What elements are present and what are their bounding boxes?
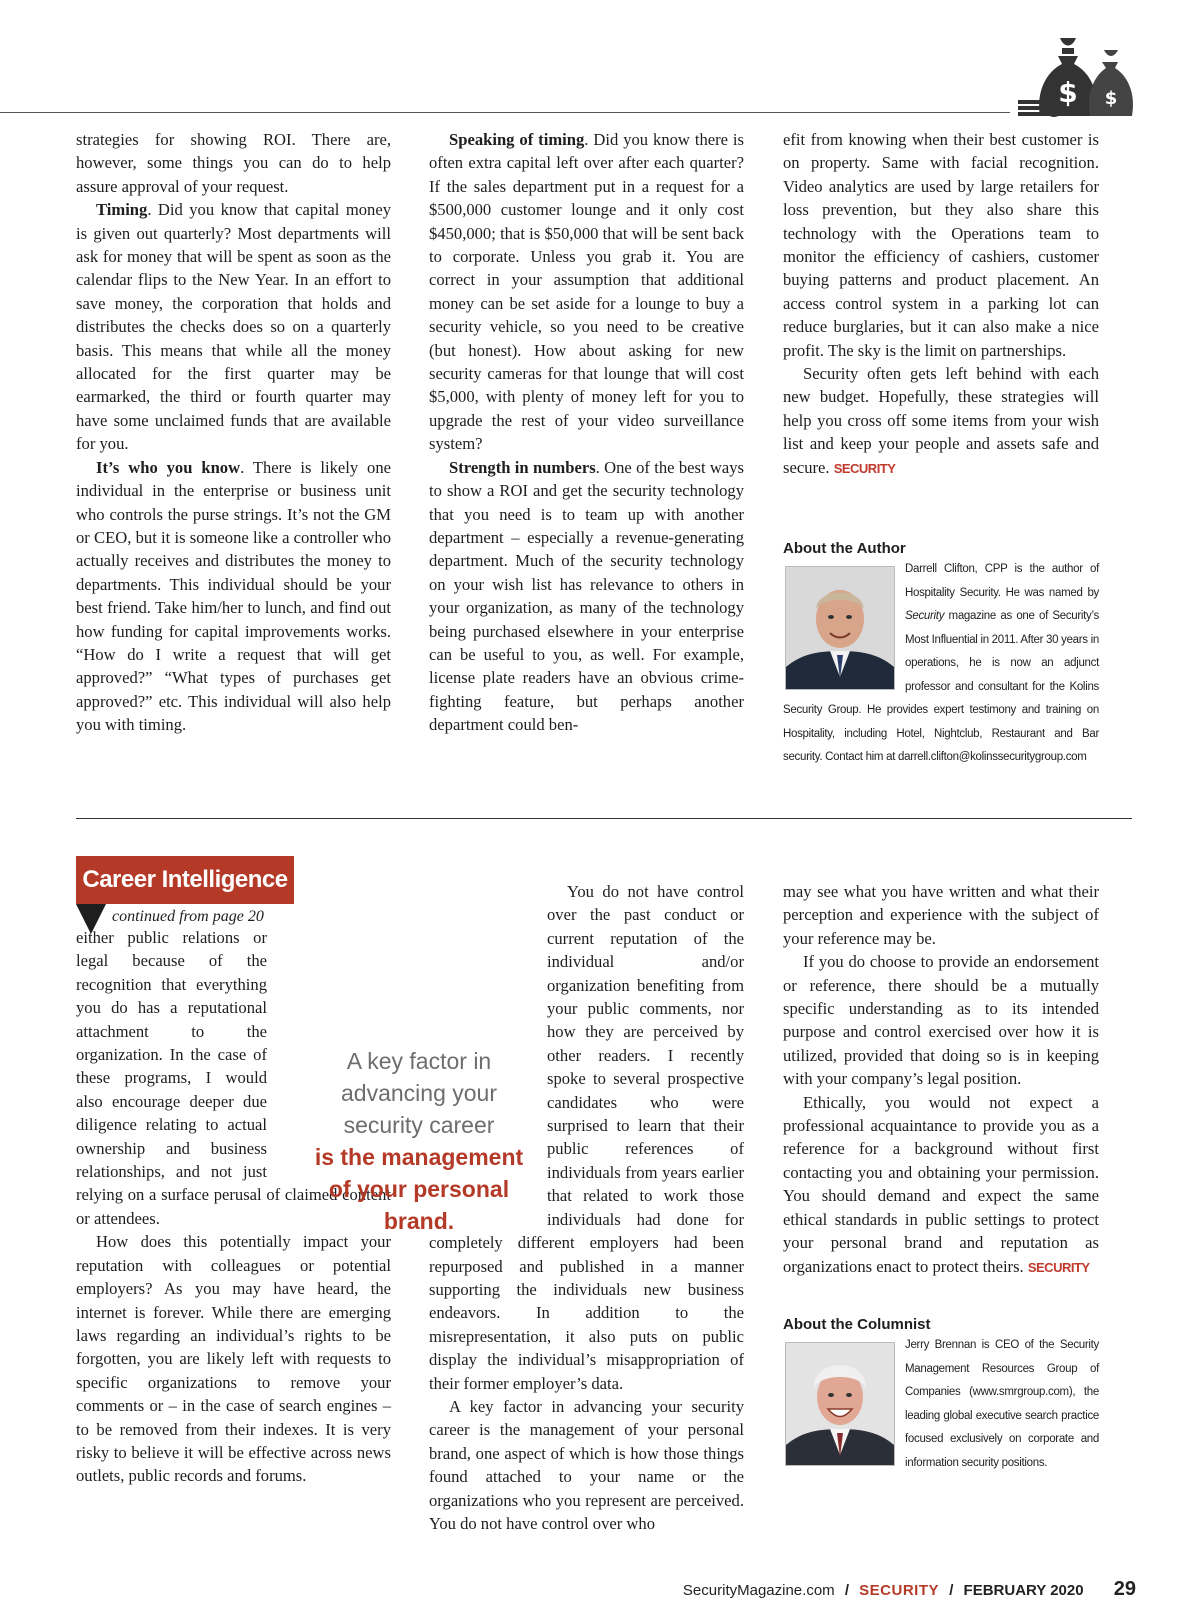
run-in-heading: Strength in numbers xyxy=(449,457,596,477)
footer-issue-date: FEBRUARY 2020 xyxy=(963,1582,1084,1599)
top-article-column-1 xyxy=(76,128,391,737)
paragraph: It’s who you know. There is likely one individual in the enterprise or business unit who controls the purse strings. It’s not the GM or CEO, but it is someone like a controller who actually receives and distributes the money to departments. This individual should be your best friend. Take him/her to lunch, and find out how funding for capital improvements works. “How do I write a request that will get approved?” “What types of purchases get approved?” etc. This individual will also help you with timing. xyxy=(76,457,391,735)
continued-from-note: continued from page 20 xyxy=(112,908,264,925)
paragraph: A key factor in advancing your security career is the management of your personal brand, one aspect of which is how those things found attached to your name or the organizations who you represent are perceived. You do not have control over who xyxy=(429,1396,744,1533)
top-article-column-3 xyxy=(783,128,1099,480)
career-column-3 xyxy=(783,880,1099,1279)
svg-text:$: $ xyxy=(1058,76,1078,109)
about-columnist-heading: About the Columnist xyxy=(783,1316,931,1333)
section-tab-career-intelligence: Career Intelligence xyxy=(76,856,294,904)
paragraph: Speaking of timing. Did you know there is often extra capital left over after each quarter? If the sales department put in a request for a $500,000 customer lounge and it only cost $450,000; that is $50,000 that will be sent back to corporate. Unless you grab it. You are correct in your assumption that additional money can be set aside for a lounge to buy a security vehicle, so you need to be creative (but honest). How about asking for new security cameras for that lounge that will cost $5,000, with plenty of money left for you to upgrade the rest of your video surveillance system? xyxy=(429,130,744,454)
footer-site: SecurityMagazine.com xyxy=(682,1582,835,1599)
end-mark: SECURITY xyxy=(1027,1259,1090,1275)
header-rule xyxy=(0,112,1010,113)
paragraph: Security often gets left behind with each new budget. Hopefully, these strategies will help you cross off some items from your wish list and keep your people and assets safe and secure. SECURITY xyxy=(783,364,1099,477)
paragraph: strategies for showing ROI. There are, however, some things you can do to help assure approval of your request. xyxy=(76,130,391,196)
paragraph: Timing. Did you know that capital money is given out quarterly? Most departments will ask for money that will be spent as soon as the calendar flips to the New Year. In an effort to save money, the corporation that holds and distributes the checks does so on a quarterly basis. This means that while all the money allocated for the first quarter may be earmarked, the third or fourth quarter may have some unclaimed funds that are available for you. xyxy=(76,200,391,454)
paragraph: You do not have control over the past conduct or current reputation of the individual and/or organization benefiting from your public comments, nor how they are perceived by other readers. I recently spoke to several prospective candidates who were surprised to learn that their public references of individuals from years earlier that related to work those individuals had done for completely different employers had been repurposed and published in a manner supporting the individuals new business endeavors. In addition to the misrepresentation, it also puts on public display the individual’s misappropriation of their former employer’s data. xyxy=(429,882,744,1393)
top-article-column-2 xyxy=(429,128,744,737)
pull-quote: A key factor in advancing your security career is the management of your personal brand. xyxy=(314,1048,524,1234)
paragraph: may see what you have written and what their perception and experience with the subject of your reference may be. xyxy=(783,882,1099,948)
paragraph: Strength in numbers. One of the best ways to show a ROI and get the security technology that you need is to team up with another department – especially a revenue-generating department. Much of the security technology on your wish list has relevance to others in your organization, as many of the technology being purchased elsewhere in your enterprise can be useful to you, as well. For example, license plate readers have an obvious crime-fighting feature, but perhaps another department could ben- xyxy=(429,457,744,735)
paragraph: either public relations or legal because of the recognition that everything you do has a reputational attachment to the organization. In the case of these programs, I would also encourage deeper due diligence relating to actual ownership and business relationships, and not just relying on a surface perusal of claimed content or attendees. xyxy=(76,928,391,1228)
paragraph: efit from knowing when their best customer is on property. Same with facial recognition. Video analytics are used by large retailers for loss prevention, but they also share this technology with the Operations team to monitor the efficiency of cashiers, customer buying patterns and product placement. An access control system in a parking lot can reduce burglaries, but it can also make a nice profit. The sky is the limit on partnerships. xyxy=(783,130,1099,360)
about-author-heading: About the Author xyxy=(783,540,906,557)
about-author-bio: Darrell Clifton, CPP is the author of Hospitality Security. He was named by Security magazine as one of Security’s Most Influential in 2011. After 30 years in operations, he is now an adjunct professor and consultant for the Kolins Security Group. He provides expert testimony and training on Hospitality, including Hotel, Nightclub, Restaurant and Bar security. Contact him at darrell.clifton@kolinssecuritygroup.com xyxy=(783,563,1100,763)
svg-text:$: $ xyxy=(1104,88,1118,109)
run-in-heading: It’s who you know xyxy=(96,457,241,477)
footer-separator: / xyxy=(949,1582,954,1599)
section-divider xyxy=(76,818,1132,819)
paragraph: If you do choose to provide an endorsement or reference, there should be a mutually specific understanding as to its intended purpose and control exercised over how it is utilized, provided that doing so is in keeping with your company’s legal position. xyxy=(783,952,1099,1089)
end-mark: SECURITY xyxy=(833,460,896,476)
page-number: 29 xyxy=(1113,1578,1136,1600)
paragraph: How does this potentially impact your reputation with colleagues or potential employers? As you may have heard, the internet is forever. While there are emerging laws regarding an individual’s rights to be forgotten, you are likely left with requests to specific organizations to remove your comments or – in the case of search engines – to be removed from their indexes. It is very risky to believe it will be effective across news outlets, public records and forums. xyxy=(76,1232,391,1486)
page-footer xyxy=(683,1578,1136,1601)
paragraph: Ethically, you would not expect a professional acquaintance to provide you as a reference for a background without first contacting you and obtaining your permission. You should demand and expect the same ethical standards in public settings to protect your personal brand and reputation as organizations enact to protect theirs. SECURITY xyxy=(783,1092,1099,1276)
footer-brand: SECURITY xyxy=(859,1582,940,1599)
footer-separator: / xyxy=(844,1582,849,1599)
money-bags-icon xyxy=(1018,34,1138,120)
run-in-heading: Timing xyxy=(96,200,148,220)
run-in-heading: Speaking of timing xyxy=(449,130,585,149)
about-columnist-bio: Jerry Brennan is CEO of the Security Management Resources Group of Companies (www.smrgroup.com), the leading global executive search practice focused exclusively on corporate and information security positions. xyxy=(905,1339,1099,1469)
